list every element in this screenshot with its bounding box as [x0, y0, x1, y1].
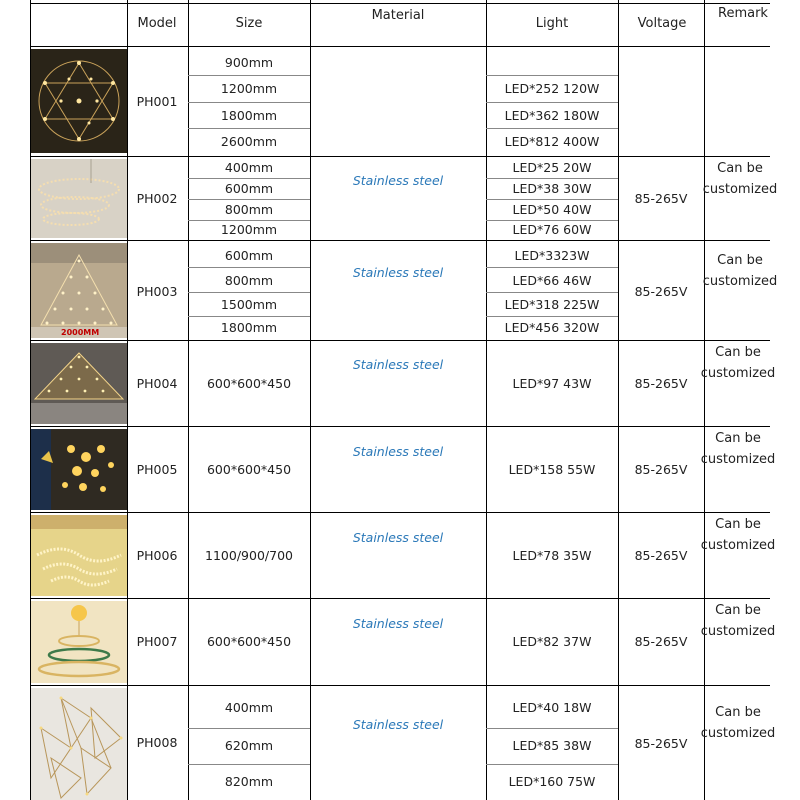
header-remark: Remark — [718, 6, 768, 21]
size-cell: 820mm — [224, 774, 274, 789]
size-cell: 620mm — [224, 738, 274, 753]
model-cell: PH007 — [136, 634, 178, 649]
light-cell: LED*318 225W — [504, 297, 600, 312]
remark-cell: Can be customized — [700, 517, 776, 553]
light-cell: LED*160 75W — [508, 774, 596, 789]
light-cell: LED*3323W — [514, 248, 590, 263]
row-border — [30, 426, 770, 427]
sub-row-border — [188, 178, 310, 179]
size-cell: 900mm — [224, 55, 274, 70]
voltage-cell: 85-265V — [634, 376, 688, 391]
voltage-cell: 85-265V — [634, 191, 688, 206]
light-cell: LED*97 43W — [512, 376, 592, 391]
size-cell: 1200mm — [220, 222, 278, 237]
sub-row-border — [188, 102, 310, 103]
remark-cell: Can be customized — [700, 345, 776, 381]
voltage-cell: 85-265V — [634, 634, 688, 649]
remark-cell: Can be customized — [700, 603, 776, 639]
sub-row-border — [486, 728, 618, 729]
size-cell: 400mm — [224, 160, 274, 175]
material-cell: Stainless steel — [352, 173, 444, 188]
header-size: Size — [235, 16, 263, 31]
sub-row-border — [188, 199, 310, 200]
material-cell: Stainless steel — [352, 357, 444, 372]
remark-cell: Can be customized — [700, 705, 776, 741]
row-border — [30, 685, 770, 686]
column-divider — [618, 0, 619, 800]
header-voltage: Voltage — [637, 16, 687, 31]
column-divider — [127, 0, 128, 800]
row-border — [30, 340, 770, 341]
size-cell: 600*600*450 — [206, 376, 292, 391]
model-cell: PH006 — [136, 548, 178, 563]
light-cell: LED*38 30W — [512, 181, 592, 196]
voltage-cell: 85-265V — [634, 548, 688, 563]
row-border — [30, 3, 770, 4]
light-cell: LED*40 18W — [512, 700, 592, 715]
ring-chandelier-image — [31, 159, 127, 238]
light-cell: LED*78 35W — [512, 548, 592, 563]
column-divider — [310, 0, 311, 800]
size-cell: 1800mm — [220, 320, 278, 335]
light-cell: LED*76 60W — [512, 222, 592, 237]
remark-cell: Can be customized — [700, 431, 776, 467]
image-caption: 2000MM — [61, 328, 100, 337]
light-cell: LED*362 180W — [504, 108, 600, 123]
light-cell: LED*50 40W — [512, 202, 592, 217]
light-cell: LED*456 320W — [504, 320, 600, 335]
light-cell: LED*85 38W — [512, 738, 592, 753]
light-cell: LED*158 55W — [508, 462, 596, 477]
model-cell: PH004 — [136, 376, 178, 391]
model-cell: PH008 — [136, 735, 178, 750]
sub-row-border — [188, 292, 310, 293]
sub-row-border — [486, 199, 618, 200]
row-border — [30, 240, 770, 241]
light-cell: LED*66 46W — [512, 273, 592, 288]
starburst-lamp-image — [31, 688, 127, 800]
row-border — [30, 46, 770, 47]
size-cell: 1100/900/700 — [205, 548, 293, 563]
sub-row-border — [486, 316, 618, 317]
model-cell: PH002 — [136, 191, 178, 206]
header-material: Material — [371, 8, 425, 23]
sub-row-border — [486, 292, 618, 293]
size-cell: 800mm — [224, 202, 274, 217]
sub-row-border — [188, 728, 310, 729]
size-cell: 400mm — [224, 700, 274, 715]
remark-cell: Can be customized — [702, 253, 778, 289]
voltage-cell: 85-265V — [634, 462, 688, 477]
material-cell: Stainless steel — [352, 265, 444, 280]
header-model: Model — [137, 16, 177, 31]
light-cell: LED*82 37W — [512, 634, 592, 649]
size-cell: 1500mm — [220, 297, 278, 312]
light-cell: LED*25 20W — [512, 160, 592, 175]
sub-row-border — [188, 267, 310, 268]
sub-row-border — [188, 220, 310, 221]
size-cell: 800mm — [224, 273, 274, 288]
sub-row-border — [486, 102, 618, 103]
tiered-ring-lamp-image — [31, 601, 127, 683]
cluster-lamp-image — [31, 429, 127, 510]
sub-row-border — [188, 764, 310, 765]
column-divider — [188, 0, 189, 800]
row-border — [30, 598, 770, 599]
row-border — [30, 512, 770, 513]
wave-ring-lamp-image — [31, 515, 127, 596]
pyramid-chandelier-image — [31, 243, 127, 338]
header-light: Light — [535, 16, 569, 31]
sub-row-border — [486, 178, 618, 179]
size-cell: 1200mm — [220, 81, 278, 96]
model-cell: PH003 — [136, 284, 178, 299]
sub-row-border — [486, 267, 618, 268]
voltage-cell: 85-265V — [634, 736, 688, 751]
material-cell: Stainless steel — [352, 530, 444, 545]
voltage-cell: 85-265V — [634, 284, 688, 299]
size-cell: 600*600*450 — [206, 462, 292, 477]
sub-row-border — [486, 764, 618, 765]
size-cell: 1800mm — [220, 108, 278, 123]
size-cell: 600*600*450 — [206, 634, 292, 649]
pyramid-lamp-image — [31, 343, 127, 424]
size-cell: 600mm — [224, 248, 274, 263]
material-cell: Stainless steel — [352, 616, 444, 631]
sub-row-border — [188, 75, 310, 76]
row-border — [30, 156, 770, 157]
column-divider — [704, 0, 705, 800]
light-cell: LED*252 120W — [504, 81, 600, 96]
light-cell: LED*812 400W — [504, 134, 600, 149]
material-cell: Stainless steel — [352, 444, 444, 459]
sub-row-border — [486, 75, 618, 76]
column-divider — [486, 0, 487, 800]
model-cell: PH001 — [136, 94, 178, 109]
sparkle-ball-chandelier-image — [31, 49, 127, 153]
sub-row-border — [188, 316, 310, 317]
sub-row-border — [188, 128, 310, 129]
model-cell: PH005 — [136, 462, 178, 477]
sub-row-border — [486, 220, 618, 221]
material-cell: Stainless steel — [352, 717, 444, 732]
remark-cell: Can be customized — [702, 161, 778, 197]
size-cell: 600mm — [224, 181, 274, 196]
sub-row-border — [486, 128, 618, 129]
size-cell: 2600mm — [220, 134, 278, 149]
